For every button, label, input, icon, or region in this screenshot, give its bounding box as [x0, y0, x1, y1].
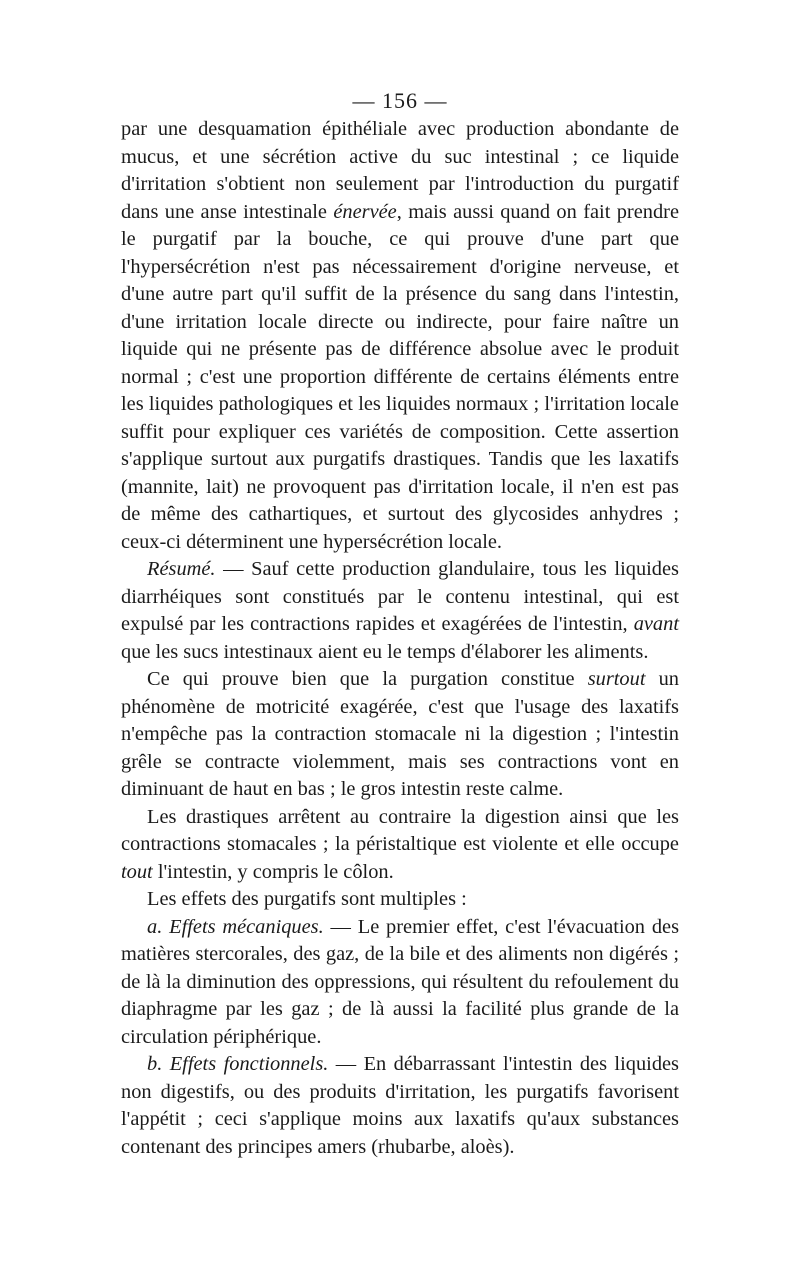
page-number: — 156 — [352, 88, 448, 113]
paragraph-effets-mecaniques [121, 914, 679, 1052]
body-text [121, 116, 679, 1161]
text-run: Ce qui prouve bien que la purgation constitue [147, 668, 588, 690]
paragraph-effets-intro [121, 886, 679, 914]
text-run: l'intestin, y compris le côlon. [152, 860, 394, 883]
text-run: que les sucs intestinaux aient eu le temps d'élaborer les aliments. [121, 640, 649, 663]
paragraph-resume [121, 556, 679, 666]
text-run: — En débarrassant l'intestin des liquides non digestifs, ou des produits d'irritation, les purgatifs favorisent l'appétit ; ceci s'applique moins aux laxatifs qu'aux substances contenant des principes amers (rhubarbe, aloès). [121, 1053, 679, 1158]
paragraph-continuation [121, 116, 679, 556]
text-run: , mais aussi quand on fait prendre le purgatif par la bouche, ce qui prouve d'une part que l'hypersécrétion n'est pas nécessairement d'origine nerveuse, et d'une autre part qu'il suffit de la présence du sang dans l'intestin, d'une irritation locale directe ou indirecte, pour faire naître un liquide qui ne présente pas de différence absolue avec le produit normal ; c'est une proportion différente de certains éléments entre les liquides pathologiques et les liquides normaux ; l'irritation locale suffit pour expliquer ces variétés de composition. Cette assertion s'applique surtout aux purgatifs drastiques. Tandis que les laxatifs (mannite, lait) ne provoquent pas d'irritation locale, il n'en est pas de même des cathartiques, et surtout des glycosides anhydres ; ceux-ci déterminent une hypersécrétion locale. [121, 200, 680, 553]
paragraph-drastiques [121, 804, 679, 887]
italic-heading-resume: Résumé. [147, 558, 216, 580]
text-run: par une desquamation épithéliale avec production abondante de mucus, et une sécrétion active du suc intestinal ; ce liquide d'irritation s'obtient non seulement par l'introduction du purgatif dans une anse intestinale [121, 118, 679, 223]
text-run: Les effets des purgatifs sont multiples : [147, 888, 467, 910]
italic-term-enervee: énervée [333, 200, 397, 223]
italic-term-surtout: surtout [587, 668, 646, 690]
text-run: un phénomène de motricité exagérée, c'est que l'usage des laxatifs n'empêche pas la contraction stomacale ni la digestion ; l'intestin grêle se contracte violemment, mais ses contractions vont en diminuant de haut en bas ; le gros intestin reste calme. [121, 668, 679, 800]
text-run: — Sauf cette production glandulaire, tous les liquides diarrhéiques sont constitués par le contenu intestinal, qui est expulsé par les contractions rapides et exagérées de l'intestin, [121, 558, 679, 635]
paragraph-motricite [121, 666, 679, 804]
italic-term-avant: avant [633, 613, 679, 635]
paragraph-effets-fonctionnels [121, 1051, 679, 1161]
text-run: — Le premier effet, c'est l'évacuation des matières stercorales, des gaz, de la bile et des aliments non digérés ; de là la diminution des oppressions, qui résultent du refoulement du diaphragme par les gaz ; de là aussi la facilité plus grande de la circulation périphérique. [121, 915, 680, 1048]
italic-heading-effets-mecaniques: a. Effets mécaniques. [147, 915, 324, 938]
italic-term-tout: tout [121, 860, 153, 883]
text-run: Les drastiques arrêtent au contraire la digestion ainsi que les contractions stomacales ; la péristaltique est violente et elle occupe [121, 805, 679, 855]
italic-heading-effets-fonctionnels: b. Effets fonctionnels. [147, 1053, 329, 1075]
